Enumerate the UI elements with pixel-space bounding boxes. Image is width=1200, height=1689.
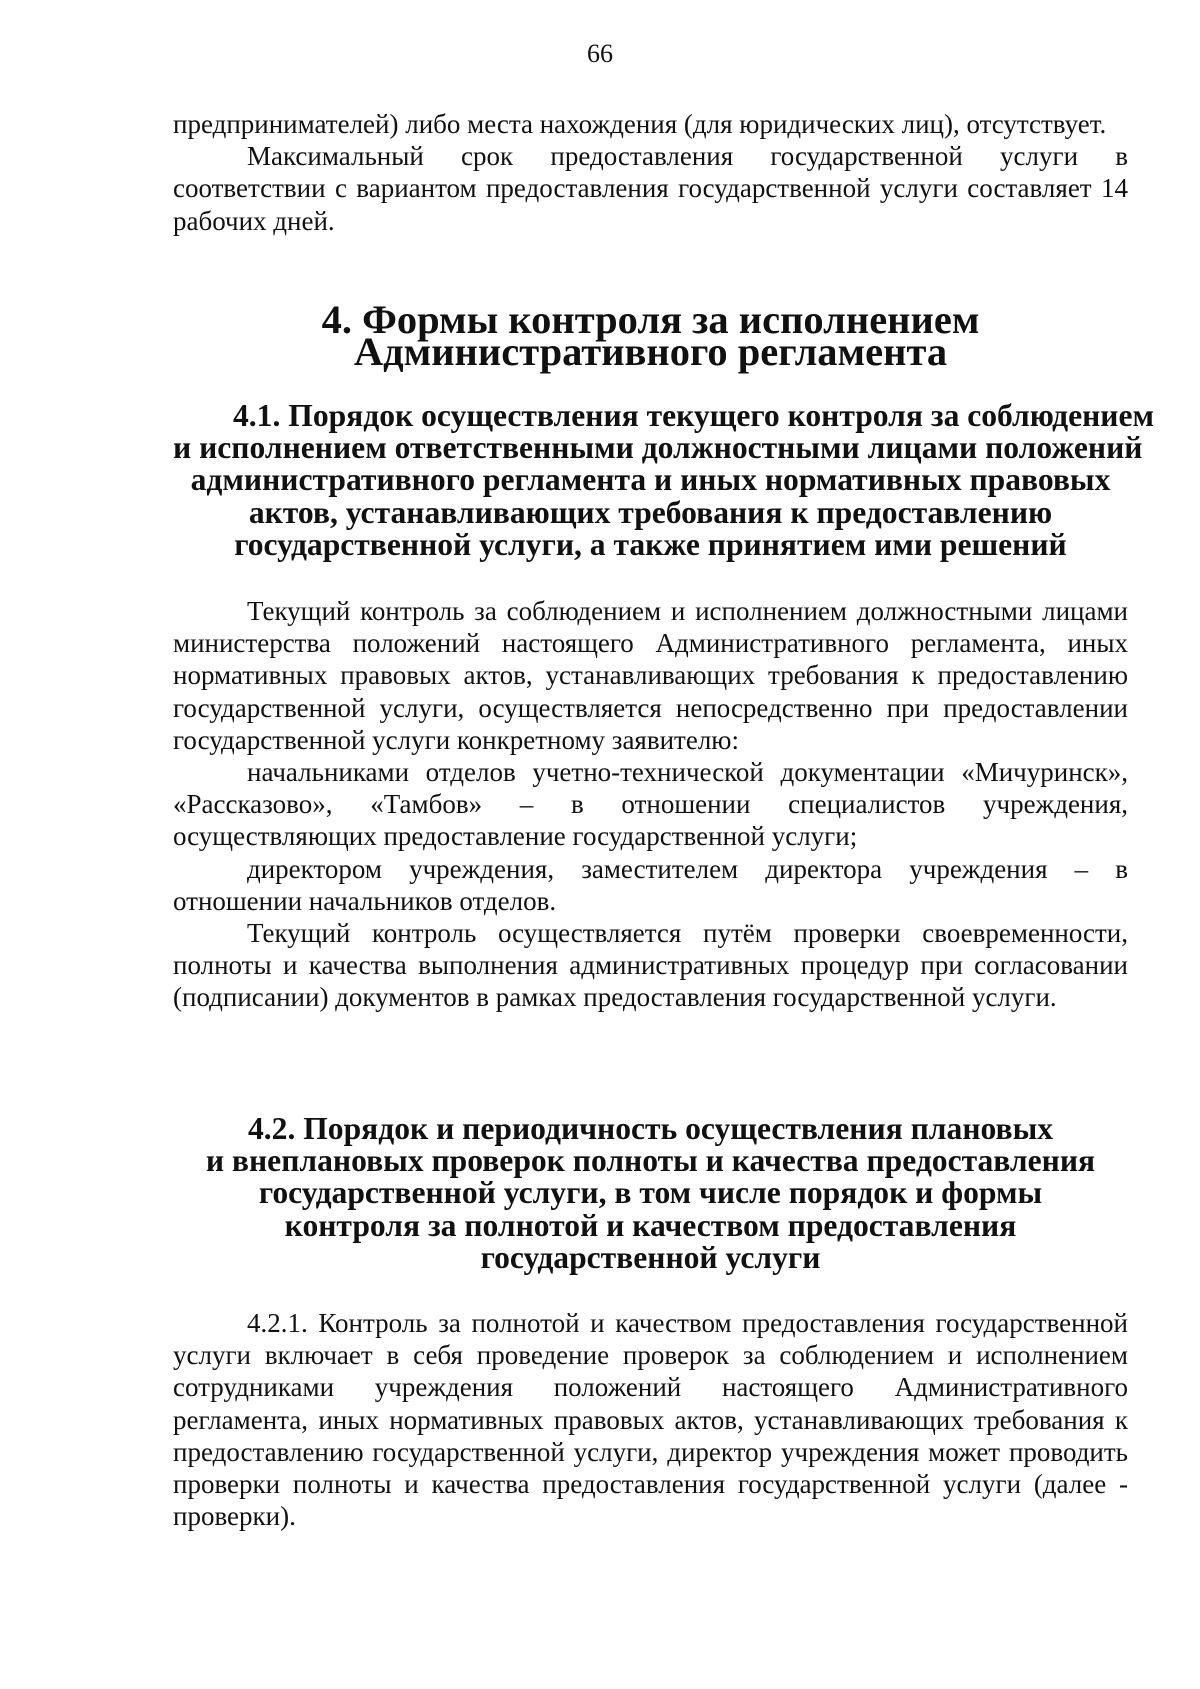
- section-heading-4-2: [173, 1113, 1128, 1274]
- intro-text-block: [173, 108, 1128, 237]
- paragraph: предпринимателей) либо места нахождения (для юридических лиц), отсутствует.: [173, 109, 1107, 139]
- heading-line: государственной услуги, в том числе порядок и формы: [258, 1175, 1043, 1211]
- heading-line: Административного регламента: [353, 329, 948, 375]
- heading-line: государственной услуги, а также принятием ими решений: [234, 526, 1067, 562]
- heading-line: государственной услуги: [480, 1239, 821, 1275]
- paragraph: Текущий контроль осуществляется путём проверки своевременности, полноты и качества выполнения административных процедур при согласовании (подписании) документов в рамках предоставления государственной услуги.: [173, 918, 1128, 1013]
- inspection-text-block: [173, 1307, 1128, 1532]
- section-heading-4-1: [173, 398, 1155, 562]
- heading-line: и внеплановых проверок полноты и качества предоставления: [205, 1143, 1096, 1179]
- heading-line: контроля за полнотой и качеством предоставления: [284, 1207, 1017, 1243]
- heading-line: 4.2. Порядок и периодичность осуществления плановых: [247, 1111, 1054, 1146]
- paragraph: директором учреждения, заместителем директора учреждения – в отношении начальников отделов.: [173, 853, 1128, 916]
- paragraph: начальниками отделов учетно-технической документации «Мичуринск», «Рассказово», «Тамбов» – в отношении специалистов учреждения, осуществляющих предоставление государственной услуги;: [173, 757, 1128, 852]
- paragraph: Текущий контроль за соблюдением и исполнением должностными лицами министерства положений настоящего Административного регламента, иных нормативных правовых актов, устанавливающих требования к предоставлению государственной услуги, осуществляется непосредственно при предоставлении государственной услуги конкретному заявителю:: [173, 596, 1128, 755]
- section-heading-4: [173, 297, 1128, 375]
- heading-line: актов, устанавливающих требования к предоставлению: [248, 494, 1053, 530]
- paragraph: 4.2.1. Контроль за полнотой и качеством предоставления государственной услуги включает в себя проведение проверок за соблюдением и исполнением сотрудниками учреждения положений настоящего Административного регламента, иных нормативных правовых актов, устанавливающих требования к предоставлению государственной услуги, директор учреждения может проводить проверки полноты и качества предоставления государственной услуги (далее - проверки).: [173, 1308, 1128, 1532]
- heading-line: и исполнением ответственными должностными лицами положений: [173, 430, 1143, 466]
- current-control-text-block: [173, 595, 1128, 1014]
- heading-line: административного регламента и иных нормативных правовых: [190, 462, 1111, 498]
- paragraph: Максимальный срок предоставления государственной услуги в соответствии с вариантом предоставления государственной услуги составляет 14 рабочих дней.: [173, 141, 1128, 236]
- heading-line: 4.1. Порядок осуществления текущего контроля за соблюдением: [233, 398, 1155, 433]
- heading-line: 4. Формы контроля за исполнением: [321, 297, 980, 342]
- page-number: 66: [587, 39, 613, 68]
